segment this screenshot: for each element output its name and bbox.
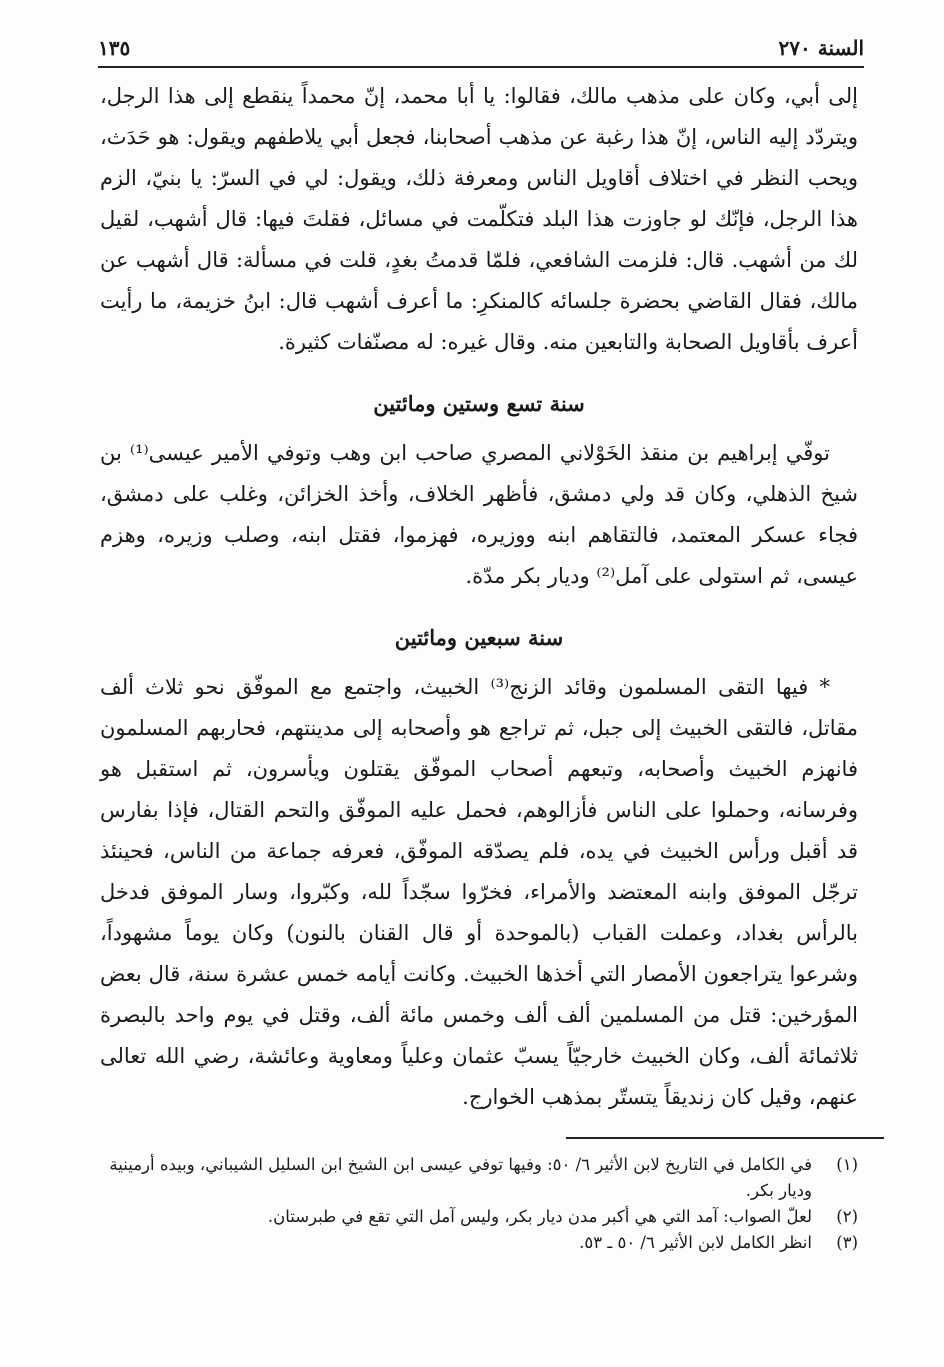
footnotes: [100, 1152, 858, 1256]
paragraph-continuation: إلى أبي، وكان على مذهب مالك، فقالوا: يا أبا محمد، إنّ محمداً ينقطع إلى هذا الرجل، ويتردّد إليه الناس، إنّ هذا رغبة عن مذهب أصحابنا، فجعل أبي يلاطفهم ويقول: هو حَدَث، ويحب النظر في اختلاف أقاويل الناس ومعرفة ذلك، ويقول: لي في السرّ: يا بنيّ، الزم هذا الرجل، فإنّك لو جاوزت هذا البلد فتكلّمت في مسائل، فقلتَ فيها: قال أشهب، لقيل لك من أشهب. قال: فلزمت الشافعي، فلمّا قدمتُ بغدٍ، قلت في مسألة: قال أشهب عن مالك، فقال القاضي بحضرة جلسائه كالمنكرِ: ما أعرف أشهب قال: ابنُ خزيمة، ما رأيت أعرف بأقاويل الصحابة والتابعين منه. وقال غيره: له مصنّفات كثيرة.: [100, 84, 858, 354]
footnote-number: (٣): [836, 1233, 858, 1252]
footnote-text: انظر الكامل لابن الأثير ٦/ ٥٠ ـ ٥٣.: [579, 1233, 812, 1252]
header-rule: [98, 66, 864, 68]
page-number: ١٣٥: [98, 36, 131, 60]
section-title-year-269: سنة تسع وستين ومائتين: [373, 391, 585, 416]
footnote-text: في الكامل في التاريخ لابن الأثير ٦/ ٥٠: وفيها توفي عيسى ابن الشيخ ابن السليل الشيباني، وبيده أرمينية وديار بكر.: [109, 1155, 812, 1200]
running-title: السنة ٢٧٠: [778, 36, 864, 60]
footnote-number: (١): [836, 1155, 858, 1174]
footnote-text: لعلّ الصواب: آمد التي هي أكبر مدن ديار بكر، وليس آمل التي تقع في طبرستان.: [267, 1207, 812, 1226]
main-text: [100, 76, 858, 1118]
page-header: [98, 26, 864, 60]
footnote-number: (٢): [836, 1207, 858, 1226]
footnote-rule: [566, 1137, 884, 1139]
section-title-year-270: سنة سبعين ومائتين: [394, 625, 564, 650]
footnote: [100, 1152, 858, 1204]
footnote: [100, 1204, 858, 1230]
paragraph-year-270: * فيها التقى المسلمون وقائد الزنج⁽³⁾ الخبيث، واجتمع مع الموفّق نحو ثلاث ألف مقاتل، فالتقى الخبيث إلى جبل، ثم تراجع هو وأصحابه إلى مدينتهم، فحاربهم المسلمون فانهزم الخبيث وأصحابه، وتبعهم أصحاب الموفّق يقتلون ويأسرون، ثم استقبل هو وفرسانه، وحملوا على الناس فأزالوهم، فحمل عليه الموفّق والتحم القتال، فإذا بفارس قد أقبل ورأس الخبيث في يده، فلم يصدّقه الموفّق، فعرفه جماعة من الناس، فحينئذ ترجّل الموفق وابنه المعتضد والأمراء، فخرّوا سجّداً لله، وكبّروا، وسار الموفق فدخل بالرأس بغداد، وعملت القباب (بالموحدة أو قال القنان بالنون) وكان يوماً مشهوداً، وشرعوا يتراجعون الأمصار التي أخذها الخبيث. وكانت أيامه خمس عشرة سنة، قال بعض المؤرخين: قتل من المسلمين ألف ألف وخمس مائة ألف، وقتل في يوم واحد بالبصرة ثلاثمائة ألف، وكان الخبيث خارجيّاً يسبّ عثمان وعلياً ومعاوية وعائشة، رضي الله تعالى عنهم، وقيل كان زنديقاً يتستّر بمذهب الخوارج.: [100, 675, 858, 1109]
paragraph-year-269: توفّي إبراهيم بن منقذ الخَوْلاني المصري صاحب ابن وهب وتوفي الأمير عيسى⁽¹⁾ بن شيخ الذهلي، وكان قد ولي دمشق، فأظهر الخلاف، وأخذ الخزائن، وغلب على دمشق، فجاء عسكر المعتمد، فالتقاهم ابنه ووزيره، فهزموا، فقتل ابنه، وصلب وزيره، وهزم عيسى، ثم استولى على آمل⁽²⁾ وديار بكر مدّة.: [100, 441, 858, 588]
footnote: [100, 1230, 858, 1256]
